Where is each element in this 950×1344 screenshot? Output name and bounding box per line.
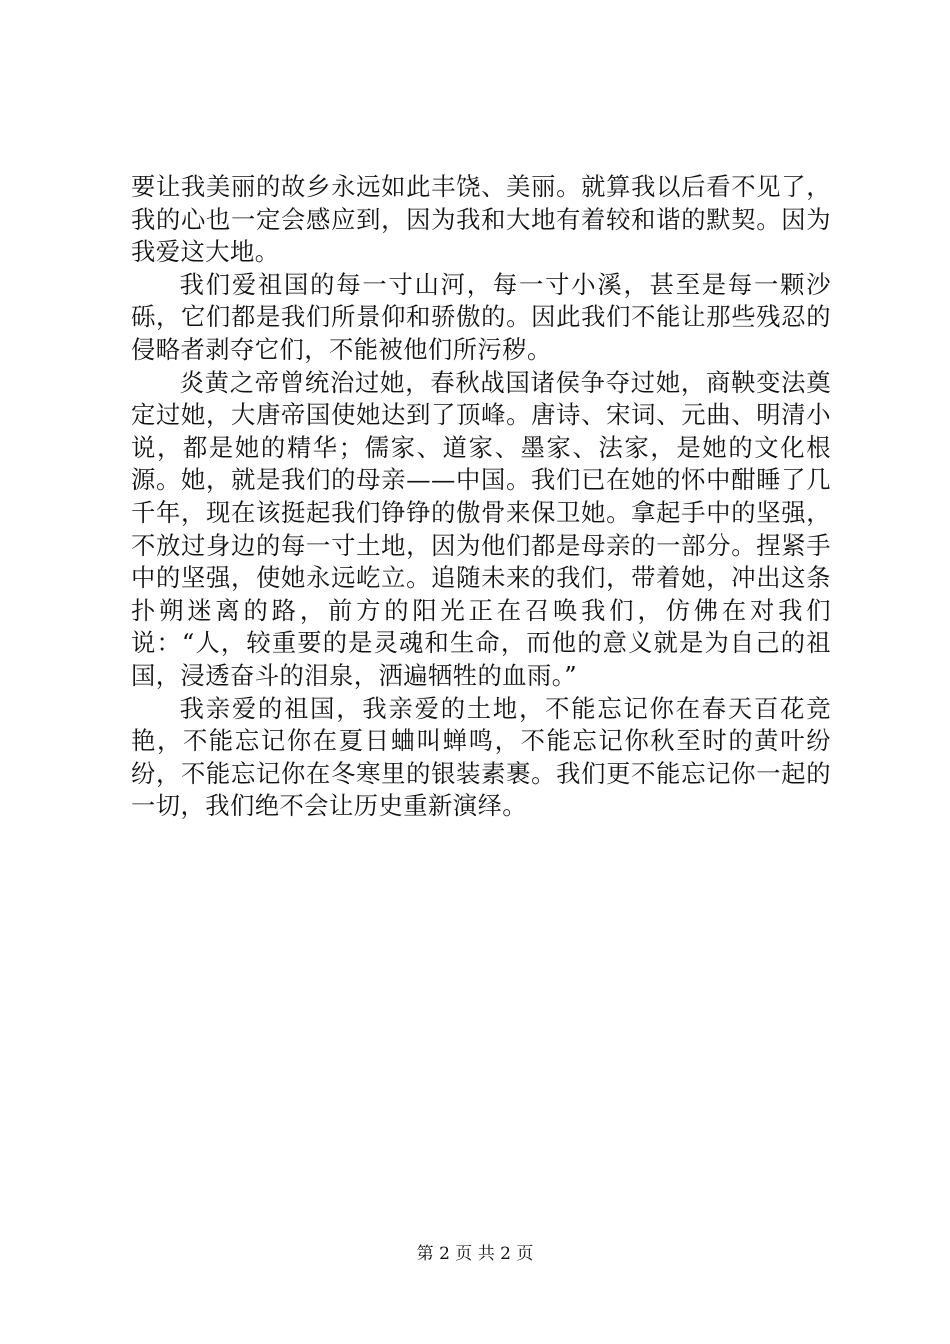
- paragraph: 我亲爱的祖国，我亲爱的土地，不能忘记你在春天百花竞艳，不能忘记你在夏日蛐叫蝉鸣，不能忘记你秋至时的黄叶纷纷，不能忘记你在冬寒里的银装素裹。我们更不能忘记你一起的一切，我们绝不会让历史重新演绎。: [131, 693, 831, 821]
- paragraph-continued: 要让我美丽的故乡永远如此丰饶、美丽。就算我以后看不见了，我的心也一定会感应到，因为我和大地有着较和谐的默契。因为我爱这大地。: [131, 172, 831, 267]
- document-body: [131, 171, 831, 823]
- paragraph: 炎黄之帝曾统治过她，春秋战国诸侯争夺过她，商鞅变法奠定过她，大唐帝国使她达到了顶峰。唐诗、宋词、元曲、明清小说，都是她的精华；儒家、道家、墨家、法家，是她的文化根源。她，就是我们的母亲——中国。我们已在她的怀中酣睡了几千年，现在该挺起我们铮铮的傲骨来保卫她。拿起手中的坚强，不放过身边的每一寸土地，因为他们都是母亲的一部分。捏紧手中的坚强，使她永远屹立。追随未来的我们，带着她，冲出这条扑朔迷离的路，前方的阳光正在召唤我们，仿佛在对我们说：“人，较重要的是灵魂和生命，而他的意义就是为自己的祖国，浸透奋斗的泪泉，洒遍牺牲的血雨。”: [131, 367, 831, 690]
- paragraph: 我们爱祖国的每一寸山河，每一寸小溪，甚至是每一颗沙砾，它们都是我们所景仰和骄傲的。因此我们不能让那些残忍的侵略者剥夺它们，不能被他们所污秽。: [131, 269, 831, 364]
- page-number-footer: 第 2 页 共 2 页: [416, 1244, 534, 1264]
